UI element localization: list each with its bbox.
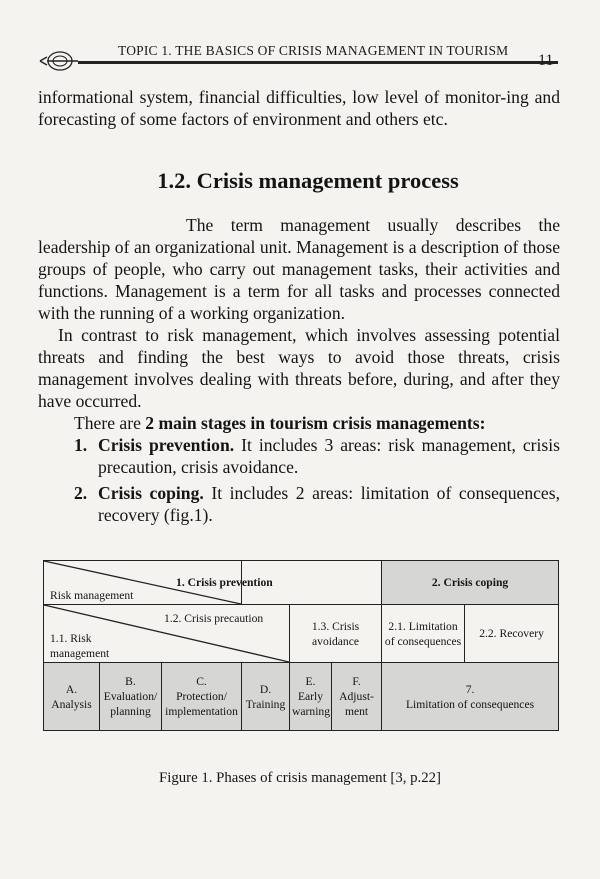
crisis-precaution-label: 1.2. Crisis precaution xyxy=(164,612,264,625)
stages-list xyxy=(38,434,560,526)
phase-cell-f: F. Adjust-ment xyxy=(332,663,382,731)
page-body xyxy=(38,86,560,526)
limitation-subarea-cell: 2.1. Limitation of consequences xyxy=(382,605,465,663)
crisis-avoidance-cell: 1.3. Crisis avoidance xyxy=(290,605,382,663)
risk-subarea-label: 1.1. Risk management xyxy=(50,632,110,660)
phase-cell-7: 7. Limitation of consequences xyxy=(382,663,559,731)
figure-caption: Figure 1. Phases of crisis management [3, p.22] xyxy=(159,770,441,786)
list-number: 1. xyxy=(74,435,88,455)
stages-intro-bold: 2 main stages in tourism crisis managements xyxy=(145,413,480,433)
continuation-paragraph: informational system, financial difficulties, low level of monitor-ing and forecasting of some factors of environment and others etc. xyxy=(38,87,560,129)
header-rule xyxy=(78,61,558,64)
phase-cell-a: A. Analysis xyxy=(44,663,100,731)
crisis-coping-header: 2. Crisis coping xyxy=(382,561,559,605)
crisis-phases-table xyxy=(43,560,559,731)
section-title: 1.2. Crisis management process xyxy=(157,168,459,193)
paragraph-risk-contrast: In contrast to risk management, which involves assessing potential threats and finding the best ways to avoid those threats, crisis management involves dealing with threats before, during, and after they have occurred. xyxy=(38,325,560,411)
crisis-prevention-header: 1. Crisis prevention xyxy=(242,561,382,605)
phase-cell-c: C. Protection/ implementation xyxy=(162,663,242,731)
phase-cell-d: D. Training xyxy=(242,663,290,731)
list-item xyxy=(38,434,560,478)
stage-text: It includes 2 areas: limitation of consequences, recovery (fig.1). xyxy=(98,483,560,525)
phase-cell-b: B. Evaluation/ planning xyxy=(100,663,162,731)
ornament-icon xyxy=(38,50,78,72)
crisis-phases-figure xyxy=(43,560,558,730)
risk-management-label: Risk management xyxy=(50,589,134,602)
risk-precaution-diagonal-cell xyxy=(44,605,290,663)
phase-cell-e: E. Early warning xyxy=(290,663,332,731)
running-header xyxy=(38,42,568,72)
recovery-cell: 2.2. Recovery xyxy=(465,605,559,663)
stage-text: It includes 3 areas: risk management, crisis precaution, crisis avoidance. xyxy=(98,435,561,477)
running-header-title: TOPIC 1. THE BASICS OF CRISIS MANAGEMENT IN TOURISM xyxy=(118,43,509,58)
paragraph-management: The term management usually describes the leadership of an organizational unit. Management is a description of those groups of people, who carry out management tasks, their activities and functions. Management is a term for all tasks and processes connected with the running of a working organization. xyxy=(38,215,560,323)
stage-term: Crisis coping. xyxy=(98,483,204,503)
stages-intro: There are 2 main stages in tourism crisis managements: xyxy=(74,413,486,433)
list-item xyxy=(38,482,560,526)
list-number: 2. xyxy=(74,483,88,503)
page-number: 11 xyxy=(538,52,554,69)
stage-term: Crisis prevention. xyxy=(98,435,235,455)
